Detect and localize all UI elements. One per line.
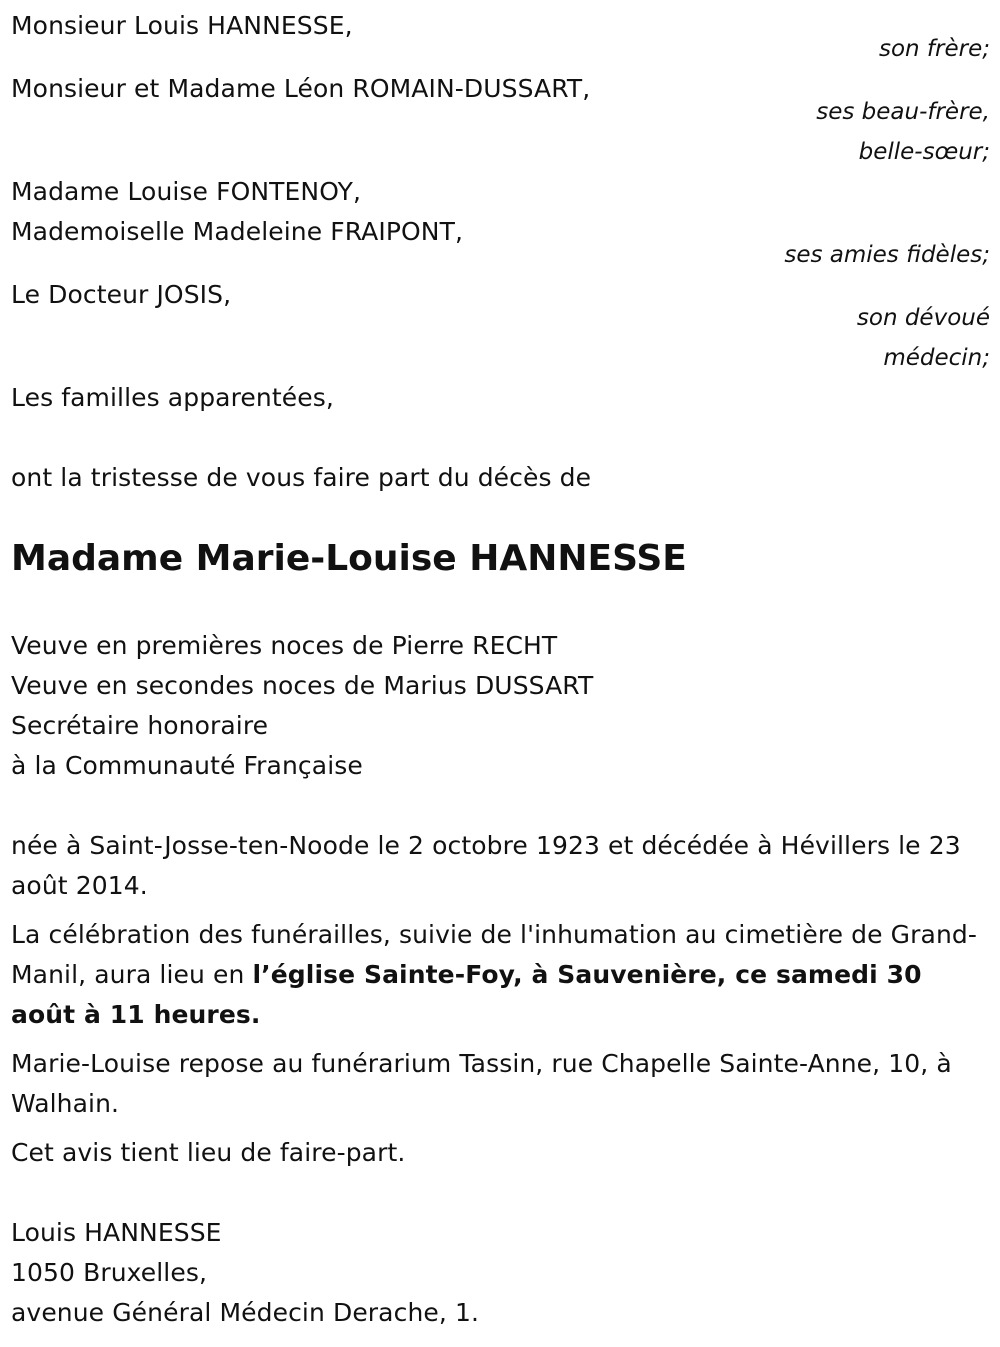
- contact-name: Louis HANNESSE: [11, 1218, 222, 1247]
- family-member-3: Madame Louise FONTENOY,: [11, 177, 362, 206]
- contact-city: 1050 Bruxelles,: [11, 1258, 207, 1287]
- ceremony-details: l’église Sainte-Foy, à Sauvenière, ce samedi 30 août à 11 heures.: [11, 960, 922, 1029]
- relation-4: ses amies fidèles;: [784, 242, 990, 268]
- relation-5b: médecin;: [883, 345, 990, 371]
- family-member-4: Mademoiselle Madeleine FRAIPONT,: [11, 217, 464, 246]
- title-line-2: Veuve en secondes noces de Marius DUSSART: [11, 671, 594, 700]
- birth-death-paragraph: née à Saint-Josse-ten-Noode le 2 octobre 1923 et décédée à Hévillers le 23 août 2014.: [11, 831, 961, 900]
- relation-2a: ses beau-frère,: [816, 99, 990, 125]
- family-member-1: Monsieur Louis HANNESSE,: [11, 11, 353, 40]
- family-member-5: Le Docteur JOSIS,: [11, 280, 232, 309]
- relation-5a: son dévoué: [856, 305, 990, 331]
- title-line-1: Veuve en premières noces de Pierre RECHT: [11, 631, 558, 660]
- announcement-intro: ont la tristesse de vous faire part du décès de: [11, 463, 592, 492]
- relation-2b: belle-sœur;: [858, 139, 990, 165]
- ceremony-paragraph: [11, 915, 991, 1035]
- notice-text: Cet avis tient lieu de faire-part.: [11, 1138, 406, 1167]
- title-line-3: Secrétaire honoraire: [11, 711, 269, 740]
- deceased-name: Madame Marie-Louise HANNESSE: [11, 538, 687, 579]
- family-member-2: Monsieur et Madame Léon ROMAIN-DUSSART,: [11, 74, 591, 103]
- family-member-6: Les familles apparentées,: [11, 383, 334, 412]
- title-line-4: à la Communauté Française: [11, 751, 363, 780]
- repose-paragraph: Marie-Louise repose au funérarium Tassin, rue Chapelle Sainte-Anne, 10, à Walhain.: [11, 1049, 952, 1118]
- contact-street: avenue Général Médecin Derache, 1.: [11, 1298, 480, 1327]
- ceremony-text: La célébration des funérailles, suivie de l'inhumation au cimetière de Grand-Manil, aura lieu en: [11, 920, 977, 989]
- relation-1: son frère;: [878, 36, 990, 62]
